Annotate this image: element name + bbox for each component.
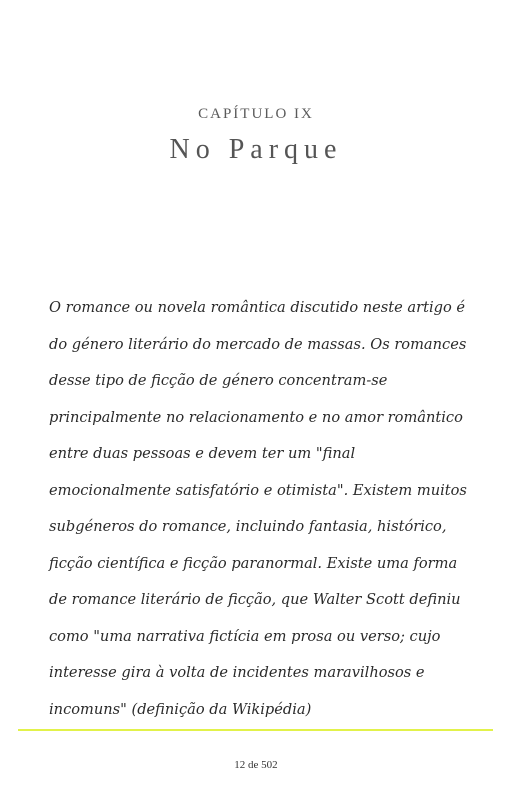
footer-divider bbox=[18, 729, 493, 731]
page-number: 12 de 502 bbox=[234, 759, 278, 771]
chapter-label: CAPÍTULO IX bbox=[198, 106, 314, 122]
chapter-title: No Parque bbox=[169, 134, 343, 165]
body-paragraph: O romance ou novela romântica discutido neste artigo é do género literário do mercado de massas. Os romances desse tipo de ficção de género concentram-se principalmente no relacionamento e no amor romântico entre duas pessoas e devem ter um "final emocionalmente satisfatório e otimista". Existem muitos subgéneros do romance, incluindo fantasia, histórico, ficção científica e ficção paranormal. Existe uma forma de romance literário de ficção, que Walter Scott definiu como "uma narrativa fictícia em prosa ou verso; cujo interesse gira à volta de incidentes maravilhosos e incomuns" (definição da Wikipédia) bbox=[49, 299, 467, 718]
